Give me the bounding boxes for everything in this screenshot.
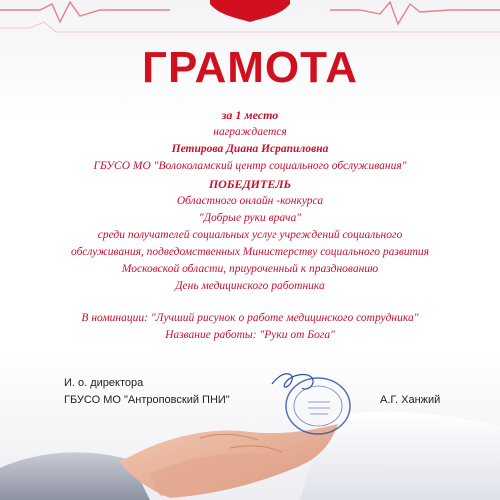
contest-line: обслуживания, подведомственных Министерству социального развития [71,246,429,258]
awarded-text: награждается [213,126,287,138]
stamp-icon [268,366,354,442]
work-name-text: Название работы: "Руки от Бога" [165,329,335,341]
certificate-title: ГРАМОТА [142,43,358,92]
heart-icon [210,0,290,22]
signatory-name: А.Г. Ханжий [380,394,441,406]
recipient-organization: ГБУСО МО "Волоколамский центр социального обслуживания" [93,160,407,172]
contest-line: Областного онлайн -конкурса [176,195,324,207]
winner-heading: ПОБЕДИТЕЛЬ [208,177,292,191]
recipient-name: Петирова Диана Исрапиловна [171,143,329,155]
ecg-line-icon [0,0,500,40]
nomination-text: В номинации: "Лучший рисунок о работе медицинского сотрудника" [81,312,419,324]
contest-line: День медицинского работника [175,280,325,292]
contest-line: "Добрые руки врача" [198,212,302,224]
signatory-position: И. о. директора [64,377,144,389]
hands-image [0,398,500,500]
contest-line: Московской области, приуроченный к празднованию [121,263,379,275]
contest-line: среди получателей социальных услуг учреждений социального [97,229,403,241]
signatory-institution: ГБУСО МО "Антроповский ПНИ" [64,394,230,406]
place-text: за 1 место [221,108,279,122]
